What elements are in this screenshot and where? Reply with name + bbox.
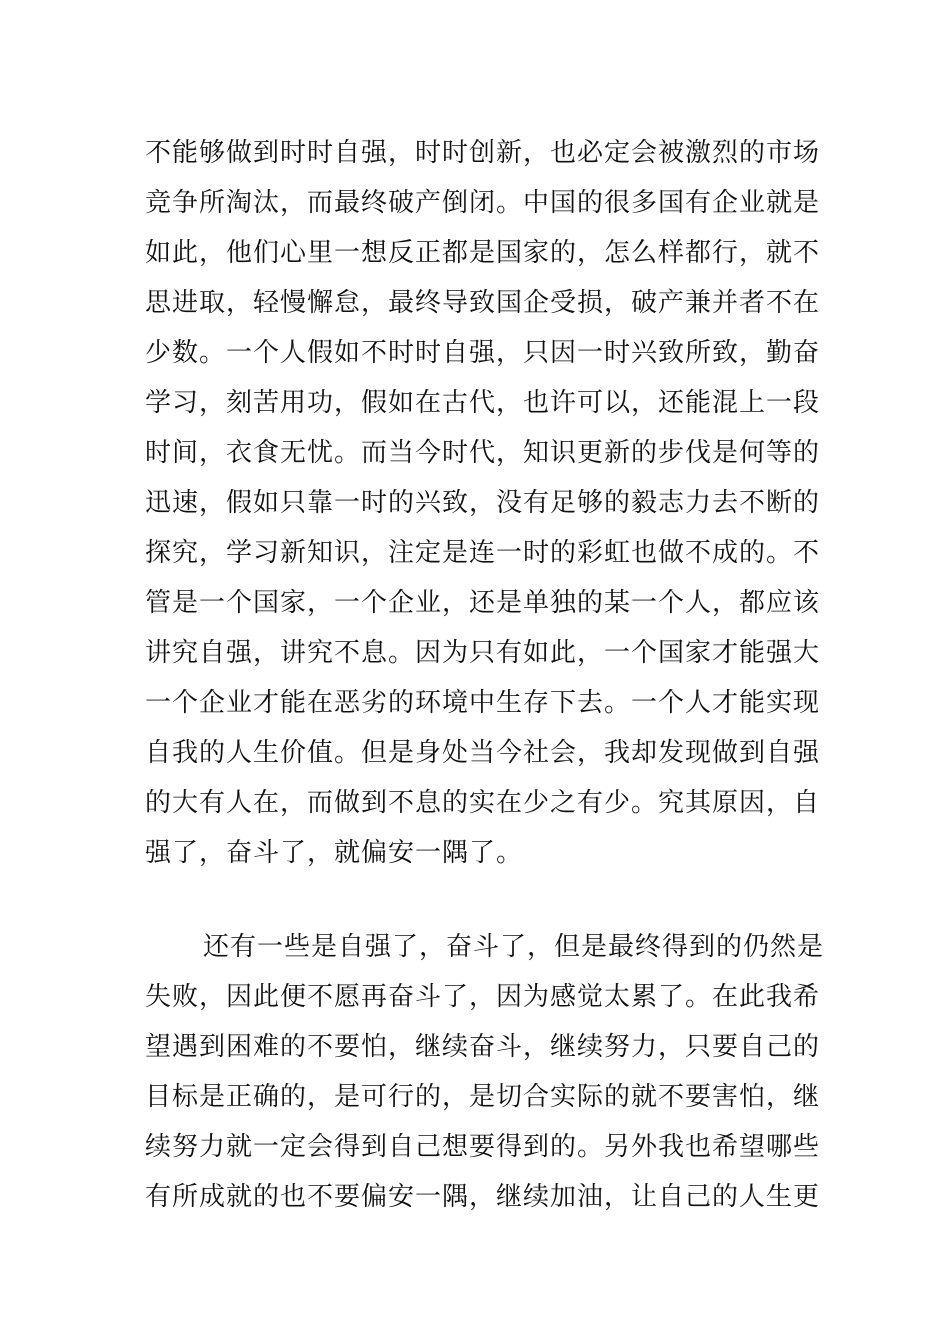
paragraph-2 <box>145 922 825 1222</box>
text-line: 管是一个国家，一个企业，还是单独的某一个人，都应该 <box>145 588 821 618</box>
text-line: 有所成就的也不要偏安一隅，继续加油，让自己的人生更 <box>145 1182 821 1212</box>
text-line: 迅速，假如只靠一时的兴致，没有足够的毅志力去不断的 <box>145 488 821 518</box>
text-line: 讲究自强，讲究不息。因为只有如此，一个国家才能强大 <box>145 638 821 668</box>
text-line: 失败，因此便不愿再奋斗了，因为感觉太累了。在此我希 <box>145 982 821 1012</box>
text-line: 学习，刻苦用功，假如在古代，也许可以，还能混上一段 <box>145 388 821 418</box>
text-line: 目标是正确的，是可行的，是切合实际的就不要害怕，继 <box>145 1082 821 1112</box>
text-line: 时间，衣食无忧。而当今时代，知识更新的步伐是何等的 <box>145 438 821 468</box>
text-line: 望遇到困难的不要怕，继续奋斗，继续努力，只要自己的 <box>145 1032 821 1062</box>
text-line: 竞争所淘汰，而最终破产倒闭。中国的很多国有企业就是 <box>145 188 821 218</box>
text-line: 强了，奋斗了，就偏安一隅了。 <box>145 838 524 868</box>
text-line: 一个企业才能在恶劣的环境中生存下去。一个人才能实现 <box>145 688 821 718</box>
text-line: 如此，他们心里一想反正都是国家的，怎么样都行，就不 <box>145 238 821 268</box>
text-line: 探究，学习新知识，注定是连一时的彩虹也做不成的。不 <box>145 538 821 568</box>
text-line: 自我的人生价值。但是身处当今社会，我却发现做到自强 <box>145 738 821 768</box>
paragraph-1 <box>145 128 821 878</box>
text-line: 续努力就一定会得到自己想要得到的。另外我也希望哪些 <box>145 1132 821 1162</box>
text-line: 少数。一个人假如不时时自强，只因一时兴致所致，勤奋 <box>145 338 821 368</box>
text-line-indented: 还有一些是自强了，奋斗了，但是最终得到的仍然是 <box>203 932 825 962</box>
text-line: 不能够做到时时自强，时时创新，也必定会被激烈的市场 <box>145 138 821 168</box>
text-line: 的大有人在，而做到不息的实在少之有少。究其原因，自 <box>145 788 821 818</box>
text-line: 思进取，轻慢懈怠，最终导致国企受损，破产兼并者不在 <box>145 288 821 318</box>
